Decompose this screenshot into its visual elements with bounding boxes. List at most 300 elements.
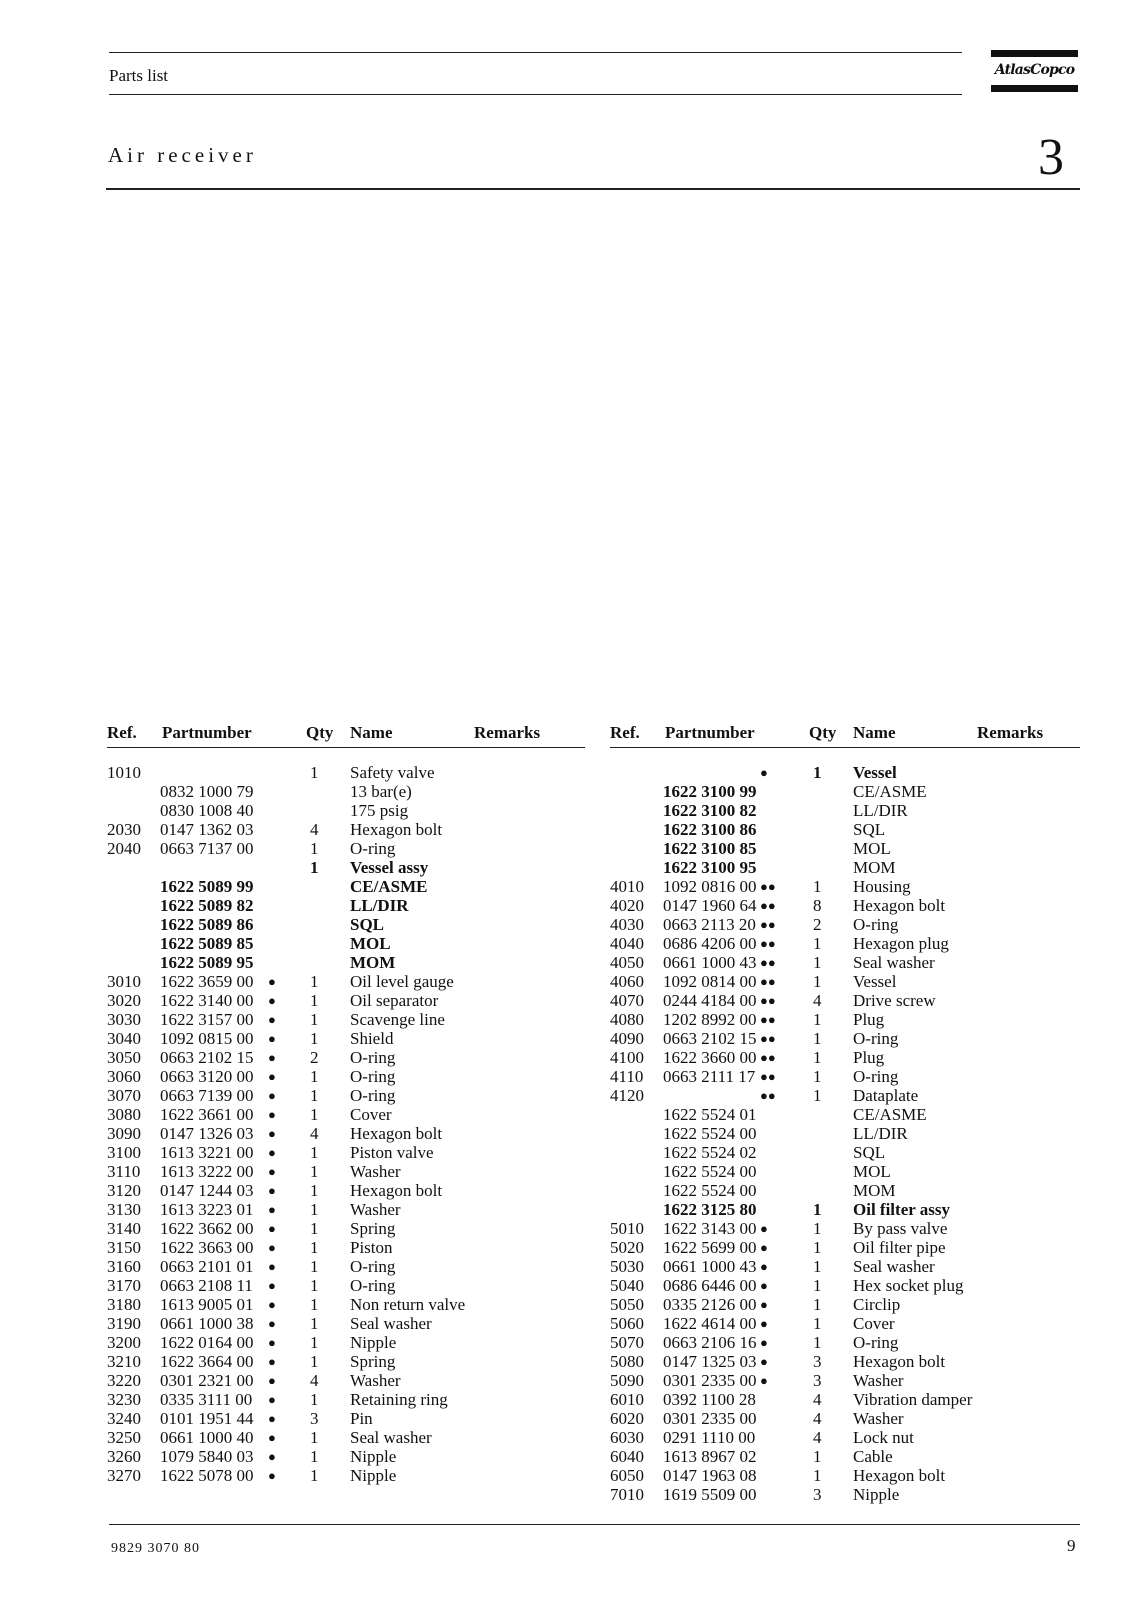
qty-cell: 8	[813, 896, 822, 915]
spare-mark-cell: ●	[268, 993, 276, 1008]
name-cell: MOL	[350, 934, 391, 953]
name-cell: Spring	[350, 1352, 396, 1371]
ref-cell: 2030	[107, 820, 141, 839]
ref-cell: 3270	[107, 1466, 141, 1485]
qty-cell: 4	[310, 1371, 319, 1390]
qty-cell: 1	[813, 1200, 822, 1219]
ref-cell: 5080	[610, 1352, 644, 1371]
spare-mark-cell: ●●	[760, 936, 776, 951]
ref-cell: 3170	[107, 1276, 141, 1295]
table-row	[107, 1390, 585, 1409]
spare-mark-cell: ●	[268, 1449, 276, 1464]
ref-cell: 3180	[107, 1295, 141, 1314]
name-cell: Vessel	[853, 763, 897, 782]
logo-wordmark: AtlasCopco	[994, 62, 1075, 78]
part-number-cell: 1622 3157 00	[160, 1010, 254, 1029]
qty-cell: 1	[813, 1219, 822, 1238]
table-row	[610, 1428, 1080, 1447]
part-number-cell: 0301 2335 00	[663, 1409, 757, 1428]
name-cell: Dataplate	[853, 1086, 919, 1105]
qty-cell: 1	[813, 1276, 822, 1295]
name-cell: Plug	[853, 1010, 885, 1029]
name-cell: LL/DIR	[853, 801, 908, 820]
part-number-cell: 0147 1326 03	[160, 1124, 254, 1143]
table-row	[107, 1124, 585, 1143]
ref-cell: 5030	[610, 1257, 644, 1276]
qty-cell: 1	[813, 953, 822, 972]
col-remarks: Remarks	[977, 723, 1044, 742]
logo-bottom-bar	[991, 85, 1078, 92]
spare-mark-cell: ●	[268, 1145, 276, 1160]
ref-cell: 5090	[610, 1371, 644, 1390]
qty-cell: 1	[310, 1238, 319, 1257]
ref-cell: 6050	[610, 1466, 644, 1485]
name-cell: Washer	[853, 1409, 904, 1428]
qty-cell: 1	[310, 1219, 319, 1238]
ref-cell: 4070	[610, 991, 644, 1010]
table-row	[107, 1048, 585, 1067]
name-cell: Retaining ring	[350, 1390, 448, 1409]
table-row	[107, 801, 585, 820]
name-cell: Drive screw	[853, 991, 936, 1010]
spare-mark-cell: ●	[268, 1392, 276, 1407]
name-cell: MOL	[853, 839, 891, 858]
part-number-cell: 1613 3222 00	[160, 1162, 254, 1181]
table-row	[107, 1428, 585, 1447]
table-row	[107, 1295, 585, 1314]
ref-cell: 3100	[107, 1143, 141, 1162]
qty-cell: 1	[813, 1010, 822, 1029]
qty-cell: 4	[813, 991, 822, 1010]
col-name: Name	[853, 723, 896, 742]
name-cell: Pin	[350, 1409, 373, 1428]
part-number-cell: 1079 5840 03	[160, 1447, 254, 1466]
name-cell: Oil filter assy	[853, 1200, 950, 1219]
table-row	[610, 1390, 1080, 1409]
table-row	[107, 858, 585, 877]
part-number-cell: 0686 4206 00	[663, 934, 757, 953]
qty-cell: 1	[310, 858, 319, 877]
table-row	[610, 1181, 1080, 1200]
table-row	[610, 782, 1080, 801]
spare-mark-cell: ●	[268, 1107, 276, 1122]
part-number-cell: 1622 5699 00	[663, 1238, 757, 1257]
spare-mark-cell: ●●	[760, 1088, 776, 1103]
spare-mark-cell: ●●	[760, 993, 776, 1008]
spare-mark-cell: ●	[760, 1278, 768, 1293]
qty-cell: 1	[813, 1086, 822, 1105]
qty-cell: 4	[813, 1428, 822, 1447]
spare-mark-cell: ●	[268, 1278, 276, 1293]
name-cell: Housing	[853, 877, 911, 896]
table-row	[107, 1162, 585, 1181]
part-number-cell: 1622 5078 00	[160, 1466, 254, 1485]
qty-cell: 3	[813, 1352, 822, 1371]
spare-mark-cell: ●●	[760, 974, 776, 989]
name-cell: O-ring	[853, 1333, 899, 1352]
ref-cell: 4080	[610, 1010, 644, 1029]
name-cell: Hexagon bolt	[350, 820, 443, 839]
table-body	[610, 763, 1080, 1504]
spare-mark-cell: ●	[268, 1126, 276, 1141]
ref-cell: 6040	[610, 1447, 644, 1466]
table-row	[107, 1333, 585, 1352]
table-row	[107, 972, 585, 991]
table-row	[107, 1238, 585, 1257]
part-number-cell: 1622 3100 99	[663, 782, 757, 801]
spare-mark-cell: ●	[268, 1012, 276, 1027]
table-row	[107, 1010, 585, 1029]
qty-cell: 1	[813, 1257, 822, 1276]
qty-cell: 1	[310, 972, 319, 991]
part-number-cell: 1622 3100 82	[663, 801, 757, 820]
spare-mark-cell: ●●	[760, 1050, 776, 1065]
spare-mark-cell: ●●	[760, 1031, 776, 1046]
ref-cell: 3020	[107, 991, 141, 1010]
table-row	[107, 1371, 585, 1390]
part-number-cell: 0244 4184 00	[663, 991, 757, 1010]
name-cell: Piston	[350, 1238, 393, 1257]
ref-cell: 3140	[107, 1219, 141, 1238]
spare-mark-cell: ●●	[760, 1012, 776, 1027]
ref-cell: 7010	[610, 1485, 644, 1504]
table-row	[610, 839, 1080, 858]
qty-cell: 1	[310, 1276, 319, 1295]
ref-cell: 3200	[107, 1333, 141, 1352]
table-row	[107, 1105, 585, 1124]
ref-cell: 3050	[107, 1048, 141, 1067]
table-row	[610, 972, 1080, 991]
qty-cell: 1	[310, 1162, 319, 1181]
name-cell: Hexagon bolt	[853, 1352, 946, 1371]
part-number-cell: 1622 5089 99	[160, 877, 254, 896]
ref-cell: 3090	[107, 1124, 141, 1143]
table-row	[610, 1162, 1080, 1181]
qty-cell: 1	[310, 1200, 319, 1219]
part-number-cell: 0301 2321 00	[160, 1371, 254, 1390]
name-cell: Seal washer	[853, 1257, 935, 1276]
qty-cell: 1	[310, 1352, 319, 1371]
part-number-cell: 1622 3659 00	[160, 972, 254, 991]
table-row	[107, 1352, 585, 1371]
ref-cell: 4120	[610, 1086, 644, 1105]
ref-cell: 3230	[107, 1390, 141, 1409]
spare-mark-cell: ●●	[760, 955, 776, 970]
ref-cell: 3060	[107, 1067, 141, 1086]
part-number-cell: 0661 1000 40	[160, 1428, 254, 1447]
spare-mark-cell: ●	[268, 1373, 276, 1388]
name-cell: SQL	[853, 820, 886, 839]
ref-cell: 4100	[610, 1048, 644, 1067]
ref-cell: 3220	[107, 1371, 141, 1390]
qty-cell: 3	[813, 1485, 822, 1504]
part-number-cell: 1622 5524 00	[663, 1124, 757, 1143]
name-cell: Cable	[853, 1447, 893, 1466]
name-cell: Oil level gauge	[350, 972, 454, 991]
part-number-cell: 0663 2108 11	[160, 1276, 253, 1295]
name-cell: Washer	[350, 1200, 401, 1219]
part-number-cell: 0147 1244 03	[160, 1181, 254, 1200]
col-qty: Qty	[809, 723, 837, 742]
part-number-cell: 0663 2102 15	[663, 1029, 757, 1048]
name-cell: CE/ASME	[350, 877, 428, 896]
part-number-cell: 1622 5089 95	[160, 953, 254, 972]
name-cell: MOM	[853, 1181, 896, 1200]
name-cell: O-ring	[853, 1067, 899, 1086]
part-number-cell: 0832 1000 79	[160, 782, 254, 801]
part-number-cell: 0663 7139 00	[160, 1086, 254, 1105]
qty-cell: 1	[310, 1086, 319, 1105]
spare-mark-cell: ●	[760, 1316, 768, 1331]
qty-cell: 1	[310, 1466, 319, 1485]
part-number-cell: 1622 3100 86	[663, 820, 757, 839]
name-cell: Shield	[350, 1029, 394, 1048]
qty-cell: 1	[813, 1238, 822, 1257]
col-part-number: Partnumber	[162, 723, 252, 742]
name-cell: MOM	[853, 858, 896, 877]
name-cell: Vessel	[853, 972, 897, 991]
name-cell: Nipple	[853, 1485, 900, 1504]
part-number-cell: 0663 2102 15	[160, 1048, 254, 1067]
ref-cell: 5020	[610, 1238, 644, 1257]
part-number-cell: 1622 3661 00	[160, 1105, 254, 1124]
table-row	[610, 858, 1080, 877]
name-cell: By pass valve	[853, 1219, 948, 1238]
ref-cell: 3160	[107, 1257, 141, 1276]
table-row	[610, 953, 1080, 972]
qty-cell: 1	[813, 1295, 822, 1314]
table-row	[107, 1219, 585, 1238]
part-number-cell: 0663 2106 16	[663, 1333, 757, 1352]
name-cell: Seal washer	[350, 1314, 432, 1333]
qty-cell: 1	[310, 1010, 319, 1029]
part-number-cell: 1622 5524 01	[663, 1105, 757, 1124]
qty-cell: 1	[813, 934, 822, 953]
table-row	[610, 1352, 1080, 1371]
spare-mark-cell: ●	[268, 1335, 276, 1350]
part-number-cell: 1613 8967 02	[663, 1447, 757, 1466]
table-row	[610, 1086, 1080, 1105]
part-number-cell: 0147 1362 03	[160, 820, 254, 839]
qty-cell: 1	[813, 763, 822, 782]
part-number-cell: 1622 5524 00	[663, 1162, 757, 1181]
name-cell: SQL	[350, 915, 385, 934]
col-ref: Ref.	[610, 723, 640, 742]
spare-mark-cell: ●	[268, 1088, 276, 1103]
table-row	[107, 763, 585, 782]
table-row	[107, 1200, 585, 1219]
qty-cell: 1	[310, 1390, 319, 1409]
ref-cell: 3250	[107, 1428, 141, 1447]
name-cell: Oil filter pipe	[853, 1238, 946, 1257]
ref-cell: 3030	[107, 1010, 141, 1029]
table-row	[610, 820, 1080, 839]
ref-cell: 3130	[107, 1200, 141, 1219]
table-body	[107, 763, 585, 1485]
qty-cell: 1	[813, 1314, 822, 1333]
part-number-cell: 0147 1325 03	[663, 1352, 757, 1371]
table-row	[107, 953, 585, 972]
ref-cell: 4090	[610, 1029, 644, 1048]
table-row	[107, 915, 585, 934]
name-cell: Washer	[853, 1371, 904, 1390]
part-number-cell: 1202 8992 00	[663, 1010, 757, 1029]
col-remarks: Remarks	[474, 723, 541, 742]
name-cell: Lock nut	[853, 1428, 914, 1447]
name-cell: Piston valve	[350, 1143, 434, 1162]
part-number-cell: 1622 3125 80	[663, 1200, 757, 1219]
table-row	[610, 801, 1080, 820]
part-number-cell: 0663 2113 20	[663, 915, 756, 934]
table-row	[610, 877, 1080, 896]
part-number-cell: 1092 0816 00	[663, 877, 757, 896]
table-row	[610, 1409, 1080, 1428]
table-row	[107, 934, 585, 953]
part-number-cell: 1613 9005 01	[160, 1295, 254, 1314]
name-cell: O-ring	[853, 915, 899, 934]
spare-mark-cell: ●	[760, 1297, 768, 1312]
part-number-cell: 0663 7137 00	[160, 839, 254, 858]
ref-cell: 3040	[107, 1029, 141, 1048]
part-number-cell: 0663 2111 17	[663, 1067, 756, 1086]
part-number-cell: 1613 3221 00	[160, 1143, 254, 1162]
table-row	[107, 1143, 585, 1162]
table-row	[107, 1276, 585, 1295]
table-row	[107, 1086, 585, 1105]
part-number-cell: 1622 3100 85	[663, 839, 757, 858]
qty-cell: 4	[813, 1390, 822, 1409]
ref-cell: 6020	[610, 1409, 644, 1428]
part-number-cell: 1622 3100 95	[663, 858, 757, 877]
name-cell: SQL	[853, 1143, 886, 1162]
col-ref: Ref.	[107, 723, 137, 742]
ref-cell: 5010	[610, 1219, 644, 1238]
table-row	[610, 1010, 1080, 1029]
ref-cell: 4040	[610, 934, 644, 953]
spare-mark-cell: ●	[268, 1164, 276, 1179]
table-row	[107, 782, 585, 801]
part-number-cell: 1613 3223 01	[160, 1200, 254, 1219]
spare-mark-cell: ●	[268, 1031, 276, 1046]
name-cell: 13 bar(e)	[350, 782, 412, 801]
name-cell: Vibration damper	[853, 1390, 973, 1409]
table-row	[107, 1314, 585, 1333]
qty-cell: 1	[310, 839, 319, 858]
spare-mark-cell: ●	[268, 1050, 276, 1065]
qty-cell: 1	[813, 1447, 822, 1466]
name-cell: Washer	[350, 1371, 401, 1390]
header-bottom-rule	[109, 94, 962, 95]
name-cell: O-ring	[350, 1067, 396, 1086]
section-rule	[106, 188, 1080, 190]
table-row	[610, 1257, 1080, 1276]
part-number-cell: 0335 3111 00	[160, 1390, 253, 1409]
qty-cell: 1	[813, 1333, 822, 1352]
name-cell: Hexagon bolt	[853, 1466, 946, 1485]
ref-cell: 3110	[107, 1162, 141, 1181]
name-cell: O-ring	[350, 1257, 396, 1276]
table-row	[107, 877, 585, 896]
part-number-cell: 1092 0815 00	[160, 1029, 254, 1048]
logo-top-bar	[991, 50, 1078, 57]
part-number-cell: 1622 5524 00	[663, 1181, 757, 1200]
part-number-cell: 0686 6446 00	[663, 1276, 757, 1295]
spare-mark-cell: ●	[760, 1259, 768, 1274]
qty-cell: 1	[310, 1333, 319, 1352]
name-cell: LL/DIR	[350, 896, 409, 915]
ref-cell: 5050	[610, 1295, 644, 1314]
spare-mark-cell: ●	[268, 1411, 276, 1426]
spare-mark-cell: ●	[760, 765, 768, 780]
table-row	[107, 1409, 585, 1428]
qty-cell: 1	[310, 991, 319, 1010]
qty-cell: 1	[310, 1181, 319, 1200]
spare-mark-cell: ●	[760, 1335, 768, 1350]
qty-cell: 3	[310, 1409, 319, 1428]
table-row	[610, 1333, 1080, 1352]
spare-mark-cell: ●	[760, 1354, 768, 1369]
spare-mark-cell: ●●	[760, 1069, 776, 1084]
section-title: Air receiver	[108, 143, 257, 167]
qty-cell: 1	[813, 972, 822, 991]
table-row	[610, 1314, 1080, 1333]
table-row	[107, 1029, 585, 1048]
name-cell: Hexagon bolt	[350, 1181, 443, 1200]
ref-cell: 4110	[610, 1067, 644, 1086]
qty-cell: 1	[813, 877, 822, 896]
qty-cell: 4	[310, 1124, 319, 1143]
part-number-cell: 1622 5524 02	[663, 1143, 757, 1162]
part-number-cell: 1622 3140 00	[160, 991, 254, 1010]
spare-mark-cell: ●	[268, 1240, 276, 1255]
part-number-cell: 0335 2126 00	[663, 1295, 757, 1314]
spare-mark-cell: ●	[268, 1221, 276, 1236]
ref-cell: 3210	[107, 1352, 141, 1371]
name-cell: Circlip	[853, 1295, 901, 1314]
qty-cell: 1	[310, 1295, 319, 1314]
qty-cell: 2	[310, 1048, 319, 1067]
name-cell: Hex socket plug	[853, 1276, 964, 1295]
ref-cell: 3070	[107, 1086, 141, 1105]
ref-cell: 3190	[107, 1314, 141, 1333]
table-row	[107, 991, 585, 1010]
table-row	[610, 1238, 1080, 1257]
part-number-cell: 1622 3662 00	[160, 1219, 254, 1238]
qty-cell: 1	[813, 1048, 822, 1067]
part-number-cell: 0147 1960 64	[663, 896, 757, 915]
parts-table-left	[107, 723, 585, 1485]
spare-mark-cell: ●	[760, 1373, 768, 1388]
name-cell: O-ring	[350, 839, 396, 858]
ref-cell: 4060	[610, 972, 644, 991]
name-cell: O-ring	[350, 1276, 396, 1295]
name-cell: Hexagon plug	[853, 934, 949, 953]
header-label: Parts list	[109, 66, 169, 85]
table-row	[610, 1105, 1080, 1124]
spare-mark-cell: ●	[268, 1354, 276, 1369]
table-row	[107, 1257, 585, 1276]
table-header	[107, 723, 585, 748]
table-row	[610, 896, 1080, 915]
name-cell: Vessel assy	[350, 858, 429, 877]
part-number-cell: 0663 3120 00	[160, 1067, 254, 1086]
spare-mark-cell: ●	[268, 1183, 276, 1198]
table-row	[107, 1447, 585, 1466]
spare-mark-cell: ●	[268, 1468, 276, 1483]
name-cell: Nipple	[350, 1466, 397, 1485]
part-number-cell: 1622 5089 85	[160, 934, 254, 953]
part-number-cell: 1622 3660 00	[663, 1048, 757, 1067]
